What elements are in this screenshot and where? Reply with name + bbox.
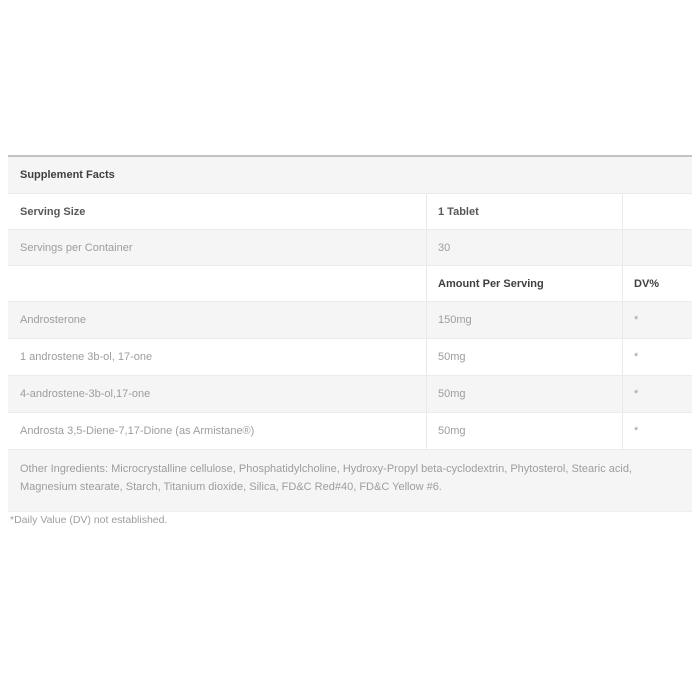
column-header-spacer [8, 266, 426, 301]
ingredient-name: Androsta 3,5-Diene-7,17-Dione (as Armistane®) [20, 425, 255, 437]
ingredient-amount: 50mg [426, 376, 622, 412]
ingredient-name: 1 androstene 3b-ol, 17-one [20, 351, 153, 363]
table-row-androsterone [8, 302, 692, 339]
supplement-facts-title-row [8, 157, 692, 194]
ingredient-name: 4-androstene-3b-ol,17-one [20, 388, 151, 400]
dv-header: DV% [622, 266, 692, 301]
ingredient-amount: 150mg [426, 302, 622, 338]
serving-size-row [8, 194, 692, 230]
ingredient-name: Androsterone [20, 314, 87, 326]
amount-per-serving-header: Amount Per Serving [426, 266, 622, 301]
ingredient-amount: 50mg [426, 413, 622, 449]
ingredient-amount: 50mg [426, 339, 622, 375]
supplement-facts-panel [8, 155, 692, 512]
table-row-4-androstene [8, 376, 692, 413]
daily-value-footnote: *Daily Value (DV) not established. [10, 514, 168, 526]
serving-size-dv-cell [622, 194, 692, 229]
supplement-facts-title: Supplement Facts [20, 169, 115, 181]
serving-size-value: 1 Tablet [426, 194, 622, 229]
other-ingredients-text: Other Ingredients: Microcrystalline cellulose, Phosphatidylcholine, Hydroxy-Propyl beta-cyclodextrin, Phytosterol, Stearic acid, Magnesium stearate, Starch, Titanium dioxide, Silica, FD&C Red#40, FD&C Yellow #6. [8, 450, 692, 512]
ingredient-dv: * [622, 376, 692, 412]
ingredient-dv: * [622, 302, 692, 338]
servings-per-container-label: Servings per Container [20, 241, 133, 254]
servings-per-container-row [8, 230, 692, 266]
servings-per-container-value: 30 [426, 230, 622, 265]
ingredient-dv: * [622, 339, 692, 375]
servings-per-container-dv-cell [622, 230, 692, 265]
table-row-1-androstene [8, 339, 692, 376]
ingredient-dv: * [622, 413, 692, 449]
column-header-row [8, 266, 692, 302]
table-row-androsta-diene [8, 413, 692, 450]
serving-size-label: Serving Size [20, 205, 86, 218]
